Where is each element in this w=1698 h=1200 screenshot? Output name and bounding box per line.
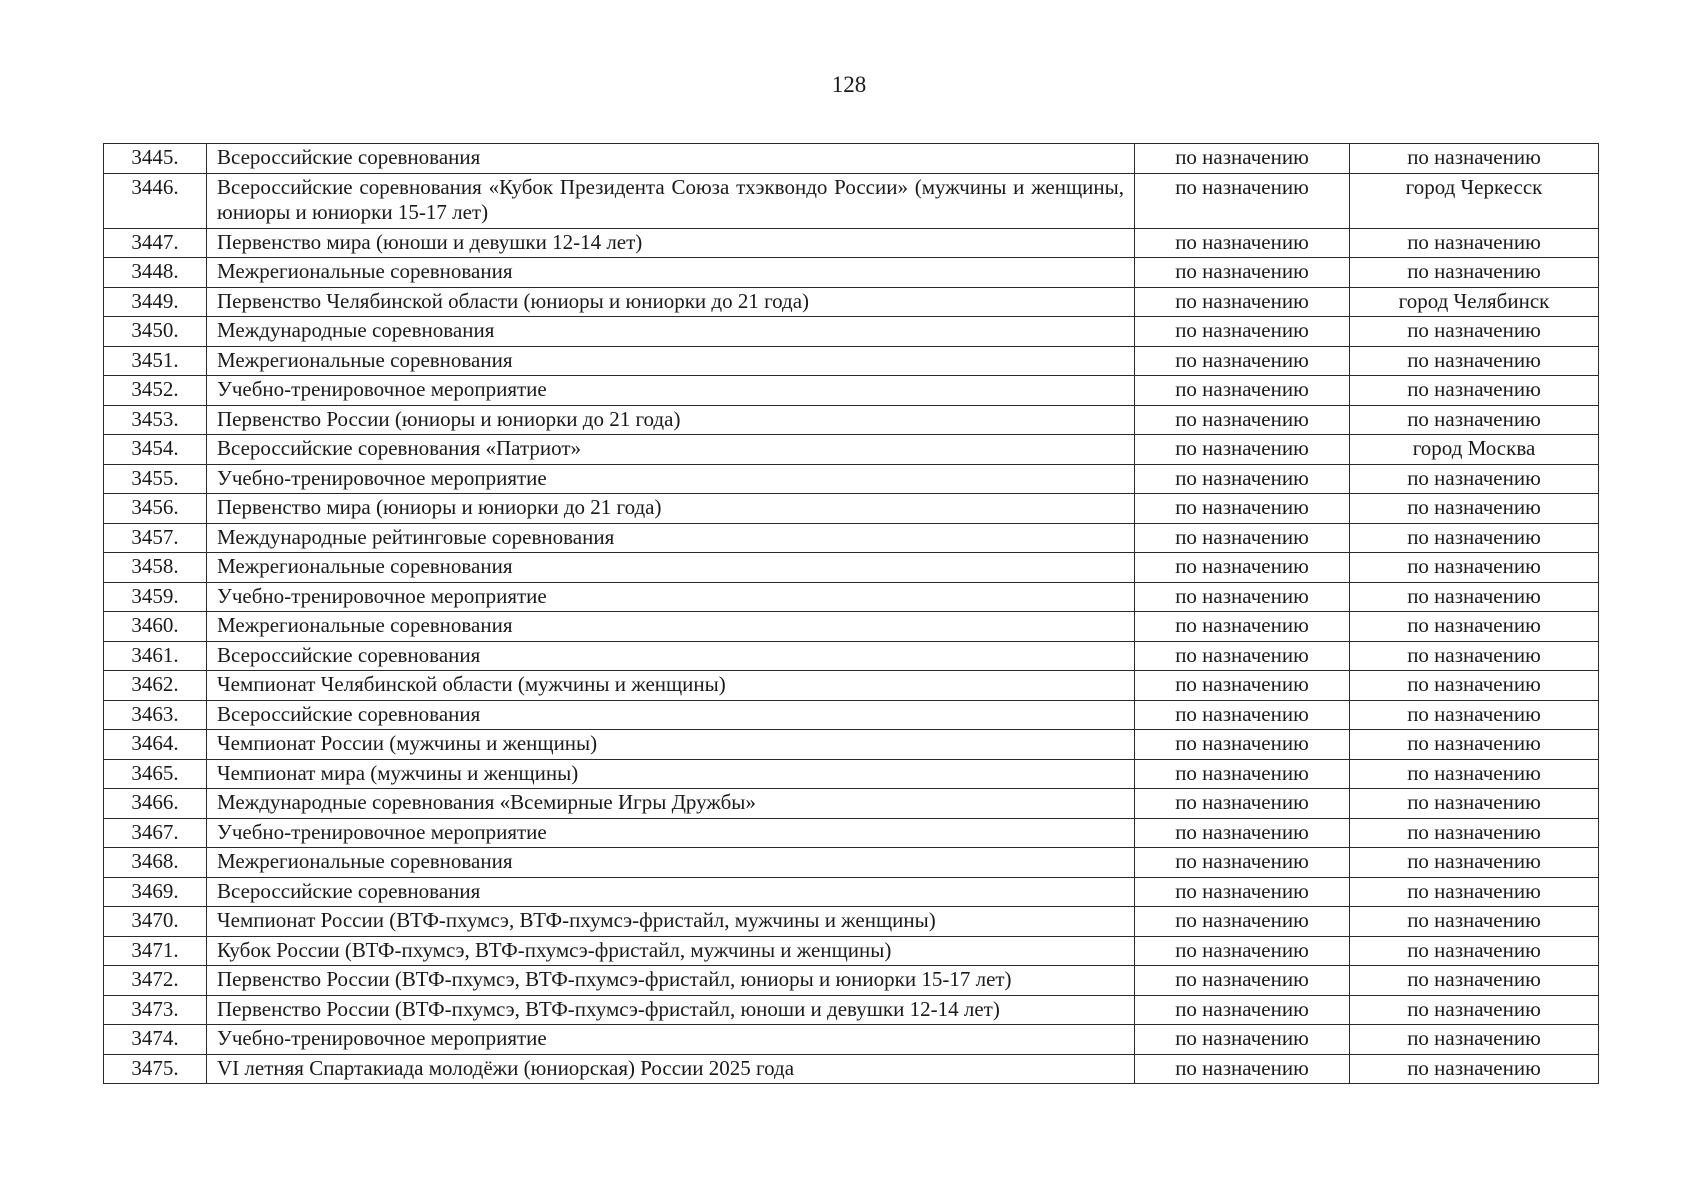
event-place: по назначению	[1350, 730, 1599, 760]
event-dates: по назначению	[1135, 730, 1350, 760]
event-name: Чемпионат мира (мужчины и женщины)	[207, 759, 1135, 789]
event-place: по назначению	[1350, 523, 1599, 553]
row-number: 3458.	[104, 553, 207, 583]
event-place: по назначению	[1350, 966, 1599, 996]
event-dates: по назначению	[1135, 144, 1350, 174]
row-number: 3473.	[104, 995, 207, 1025]
row-number: 3471.	[104, 936, 207, 966]
event-dates: по назначению	[1135, 700, 1350, 730]
event-name: Первенство Челябинской области (юниоры и юниорки до 21 года)	[207, 287, 1135, 317]
event-place: по назначению	[1350, 1025, 1599, 1055]
event-dates: по назначению	[1135, 553, 1350, 583]
row-number: 3467.	[104, 818, 207, 848]
table-row	[104, 671, 1599, 701]
event-name: Межрегиональные соревнования	[207, 346, 1135, 376]
event-name: Первенство мира (юниоры и юниорки до 21 года)	[207, 494, 1135, 524]
event-place: по назначению	[1350, 317, 1599, 347]
event-name: Всероссийские соревнования	[207, 700, 1135, 730]
events-table	[103, 143, 1599, 1084]
table-row	[104, 523, 1599, 553]
event-dates: по назначению	[1135, 494, 1350, 524]
event-name: Межрегиональные соревнования	[207, 258, 1135, 288]
row-number: 3460.	[104, 612, 207, 642]
event-name: Учебно-тренировочное мероприятие	[207, 582, 1135, 612]
row-number: 3449.	[104, 287, 207, 317]
event-place: по назначению	[1350, 228, 1599, 258]
row-number: 3445.	[104, 144, 207, 174]
event-name: Кубок России (ВТФ-пхумсэ, ВТФ-пхумсэ-фристайл, мужчины и женщины)	[207, 936, 1135, 966]
row-number: 3462.	[104, 671, 207, 701]
event-dates: по назначению	[1135, 376, 1350, 406]
event-name: Всероссийские соревнования	[207, 877, 1135, 907]
event-place: по назначению	[1350, 612, 1599, 642]
row-number: 3446.	[104, 173, 207, 228]
table-row	[104, 405, 1599, 435]
row-number: 3459.	[104, 582, 207, 612]
event-dates: по назначению	[1135, 936, 1350, 966]
event-dates: по назначению	[1135, 612, 1350, 642]
row-number: 3475.	[104, 1054, 207, 1084]
event-name: Первенство России (юниоры и юниорки до 21 года)	[207, 405, 1135, 435]
event-name: Международные соревнования «Всемирные Игры Дружбы»	[207, 789, 1135, 819]
row-number: 3463.	[104, 700, 207, 730]
event-place: по назначению	[1350, 907, 1599, 937]
event-name: Чемпионат России (мужчины и женщины)	[207, 730, 1135, 760]
event-place: по назначению	[1350, 346, 1599, 376]
row-number: 3453.	[104, 405, 207, 435]
table-row	[104, 700, 1599, 730]
table-row	[104, 173, 1599, 228]
event-name: VI летняя Спартакиада молодёжи (юниорская) России 2025 года	[207, 1054, 1135, 1084]
event-name: Межрегиональные соревнования	[207, 612, 1135, 642]
event-dates: по назначению	[1135, 671, 1350, 701]
table-row	[104, 376, 1599, 406]
event-dates: по назначению	[1135, 995, 1350, 1025]
row-number: 3455.	[104, 464, 207, 494]
event-name: Первенство России (ВТФ-пхумсэ, ВТФ-пхумсэ-фристайл, юноши и девушки 12-14 лет)	[207, 995, 1135, 1025]
row-number: 3470.	[104, 907, 207, 937]
event-name: Международные рейтинговые соревнования	[207, 523, 1135, 553]
row-number: 3461.	[104, 641, 207, 671]
table-row	[104, 1054, 1599, 1084]
event-dates: по назначению	[1135, 907, 1350, 937]
event-dates: по назначению	[1135, 818, 1350, 848]
event-dates: по назначению	[1135, 346, 1350, 376]
table-row	[104, 287, 1599, 317]
row-number: 3447.	[104, 228, 207, 258]
row-number: 3469.	[104, 877, 207, 907]
event-place: по назначению	[1350, 848, 1599, 878]
event-dates: по назначению	[1135, 641, 1350, 671]
table-row	[104, 228, 1599, 258]
table-row	[104, 818, 1599, 848]
table-row	[104, 877, 1599, 907]
table-row	[104, 144, 1599, 174]
table-row	[104, 936, 1599, 966]
event-dates: по назначению	[1135, 287, 1350, 317]
event-dates: по назначению	[1135, 464, 1350, 494]
table-row	[104, 494, 1599, 524]
table-row	[104, 612, 1599, 642]
event-dates: по назначению	[1135, 966, 1350, 996]
row-number: 3448.	[104, 258, 207, 288]
event-dates: по назначению	[1135, 789, 1350, 819]
event-dates: по назначению	[1135, 759, 1350, 789]
event-name: Межрегиональные соревнования	[207, 553, 1135, 583]
table-row	[104, 907, 1599, 937]
row-number: 3450.	[104, 317, 207, 347]
event-place: город Москва	[1350, 435, 1599, 465]
event-dates: по назначению	[1135, 258, 1350, 288]
event-place: по назначению	[1350, 258, 1599, 288]
event-dates: по назначению	[1135, 523, 1350, 553]
table-row	[104, 346, 1599, 376]
event-name: Учебно-тренировочное мероприятие	[207, 1025, 1135, 1055]
row-number: 3464.	[104, 730, 207, 760]
event-place: город Челябинск	[1350, 287, 1599, 317]
event-name: Международные соревнования	[207, 317, 1135, 347]
event-dates: по назначению	[1135, 877, 1350, 907]
event-place: по назначению	[1350, 405, 1599, 435]
row-number: 3452.	[104, 376, 207, 406]
event-dates: по назначению	[1135, 317, 1350, 347]
event-place: по назначению	[1350, 936, 1599, 966]
event-name: Учебно-тренировочное мероприятие	[207, 376, 1135, 406]
event-place: по назначению	[1350, 789, 1599, 819]
event-dates: по назначению	[1135, 228, 1350, 258]
table-row	[104, 553, 1599, 583]
table-row	[104, 995, 1599, 1025]
event-name: Учебно-тренировочное мероприятие	[207, 464, 1135, 494]
event-place: по назначению	[1350, 144, 1599, 174]
row-number: 3466.	[104, 789, 207, 819]
table-row	[104, 848, 1599, 878]
event-place: по назначению	[1350, 376, 1599, 406]
event-place: по назначению	[1350, 582, 1599, 612]
table-row	[104, 759, 1599, 789]
table-row	[104, 641, 1599, 671]
event-name: Всероссийские соревнования «Кубок Президента Союза тхэквондо России» (мужчины и женщины, юниоры и юниорки 15-17 лет)	[207, 173, 1135, 228]
event-place: по назначению	[1350, 671, 1599, 701]
row-number: 3472.	[104, 966, 207, 996]
table-row	[104, 1025, 1599, 1055]
event-place: по назначению	[1350, 700, 1599, 730]
event-name: Первенство мира (юноши и девушки 12-14 лет)	[207, 228, 1135, 258]
event-name: Чемпионат России (ВТФ-пхумсэ, ВТФ-пхумсэ-фристайл, мужчины и женщины)	[207, 907, 1135, 937]
event-name: Межрегиональные соревнования	[207, 848, 1135, 878]
event-place: по назначению	[1350, 759, 1599, 789]
table-row	[104, 789, 1599, 819]
event-place: город Черкесск	[1350, 173, 1599, 228]
event-place: по назначению	[1350, 464, 1599, 494]
row-number: 3474.	[104, 1025, 207, 1055]
event-name: Учебно-тренировочное мероприятие	[207, 818, 1135, 848]
row-number: 3451.	[104, 346, 207, 376]
table-row	[104, 730, 1599, 760]
event-place: по назначению	[1350, 877, 1599, 907]
table-row	[104, 464, 1599, 494]
event-dates: по назначению	[1135, 1054, 1350, 1084]
event-place: по назначению	[1350, 553, 1599, 583]
event-dates: по назначению	[1135, 435, 1350, 465]
event-place: по назначению	[1350, 1054, 1599, 1084]
event-name: Первенство России (ВТФ-пхумсэ, ВТФ-пхумсэ-фристайл, юниоры и юниорки 15-17 лет)	[207, 966, 1135, 996]
event-dates: по назначению	[1135, 173, 1350, 228]
event-name: Всероссийские соревнования	[207, 641, 1135, 671]
table-row	[104, 966, 1599, 996]
event-dates: по назначению	[1135, 405, 1350, 435]
event-dates: по назначению	[1135, 1025, 1350, 1055]
event-place: по назначению	[1350, 818, 1599, 848]
events-table-body	[104, 144, 1599, 1084]
event-name: Всероссийские соревнования «Патриот»	[207, 435, 1135, 465]
row-number: 3454.	[104, 435, 207, 465]
event-dates: по назначению	[1135, 582, 1350, 612]
event-dates: по назначению	[1135, 848, 1350, 878]
row-number: 3465.	[104, 759, 207, 789]
page-number: 128	[831, 72, 867, 97]
row-number: 3457.	[104, 523, 207, 553]
event-place: по назначению	[1350, 641, 1599, 671]
event-place: по назначению	[1350, 494, 1599, 524]
table-row	[104, 258, 1599, 288]
table-row	[104, 582, 1599, 612]
event-place: по назначению	[1350, 995, 1599, 1025]
table-row	[104, 317, 1599, 347]
event-name: Чемпионат Челябинской области (мужчины и женщины)	[207, 671, 1135, 701]
row-number: 3456.	[104, 494, 207, 524]
event-name: Всероссийские соревнования	[207, 144, 1135, 174]
table-row	[104, 435, 1599, 465]
row-number: 3468.	[104, 848, 207, 878]
